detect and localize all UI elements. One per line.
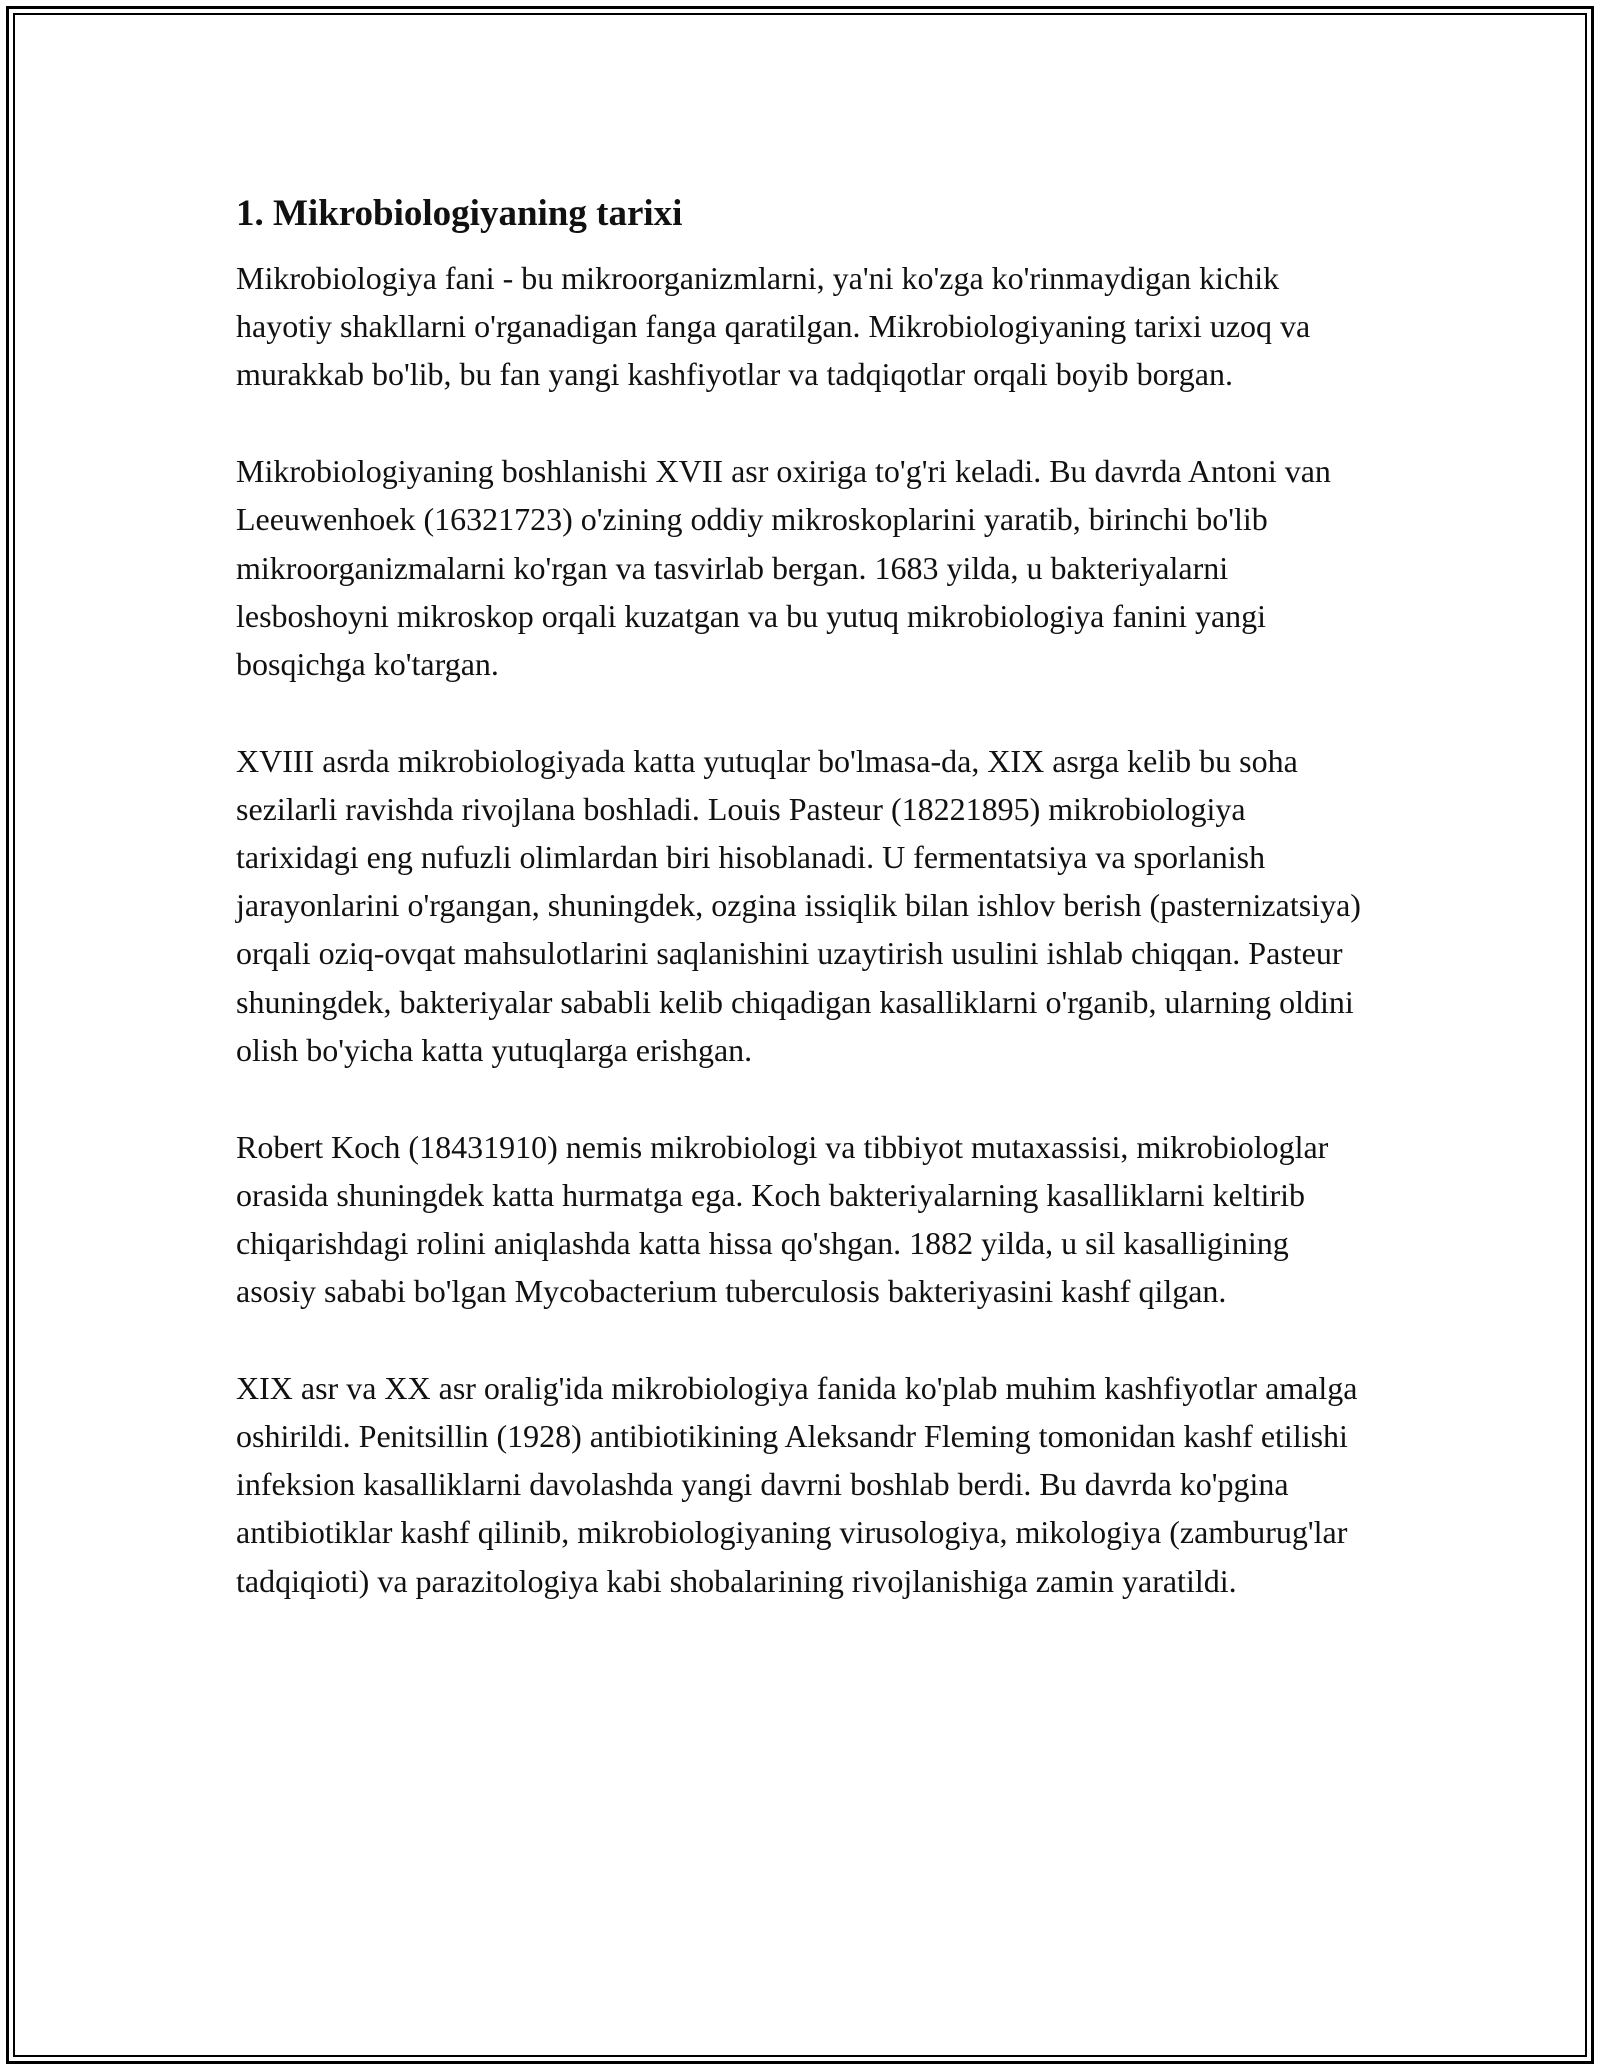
paragraph-koch: Robert Koch (18431910) nemis mikrobiologi va tibbiyot mutaxassisi, mikrobiologlar orasida shuningdek katta hurmatga ega. Koch bakteriyalarning kasalliklarni keltirib chiqarishdagi rolini aniqlashda katta hissa qo'shgan. 1882 yilda, u sil kasalligining asosiy sababi bo'lgan Mycobacterium tuberculosis bakteriyasini kashf qilgan. [236, 1128, 1329, 1310]
document-body [236, 190, 1376, 1653]
paragraph-pasteur: XVIII asrda mikrobiologiyada katta yutuqlar bo'lmasa-da, XIX asrga kelib bu soha sezilarli ravishda rivojlana boshladi. Louis Pasteur (18221895) mikrobiologiya tarixidagi eng nufuzli olimlardan biri hisoblanadi. U fermentatsiya va sporlanish jarayonlarini o'rgangan, shuningdek, ozgina issiqlik bilan ishlov berish (pasternizatsiya) orqali oziq-ovqat mahsulotlarini saqlanishini uzaytirish usulini ishlab chiqqan. Pasteur shuningdek, bakteriyalar sababli kelib chiqadigan kasalliklarni o'rganib, ularning oldini olish bo'yicha katta yutuqlarga erishgan. [236, 742, 1361, 1068]
paragraph-antibiotics: XIX asr va XX asr oralig'ida mikrobiologiya fanida ko'plab muhim kashfiyotlar amalga oshirildi. Penitsillin (1928) antibiotikining Aleksandr Fleming tomonidan kashf etilishi infeksion kasalliklarni davolashda yangi davrni boshlab berdi. Bu davrda ko'pgina antibiotiklar kashf qilinib, mikrobiologiyaning virusologiya, mikologiya (zamburug'lar tadqiqioti) va parazitologiya kabi shobalarining rivojlanishiga zamin yaratildi. [236, 1369, 1358, 1599]
document-title: 1. Mikrobiologiyaning tarixi [236, 193, 683, 234]
paragraph-intro: Mikrobiologiya fani - bu mikroorganizmlarni, ya'ni ko'zga ko'rinmaydigan kichik hayotiy shakllarni o'rganadigan fanga qaratilgan. Mikrobiologiyaning tarixi uzoq va murakkab bo'lib, bu fan yangi kashfiyotlar va tadqiqotlar orqali boyib borgan. [236, 260, 1311, 393]
paragraph-leeuwenhoek: Mikrobiologiyaning boshlanishi XVII asr oxiriga to'g'ri keladi. Bu davrda Antoni van Leeuwenhoek (16321723) o'zining oddiy mikroskoplarini yaratib, birinchi bo'lib mikroorganizmalarni ko'rgan va tasvirlab bergan. 1683 yilda, u bakteriyalarni lesboshoyni mikroskop orqali kuzatgan va bu yutuq mikrobiologiya fanini yangi bosqichga ko'targan. [236, 453, 1331, 682]
